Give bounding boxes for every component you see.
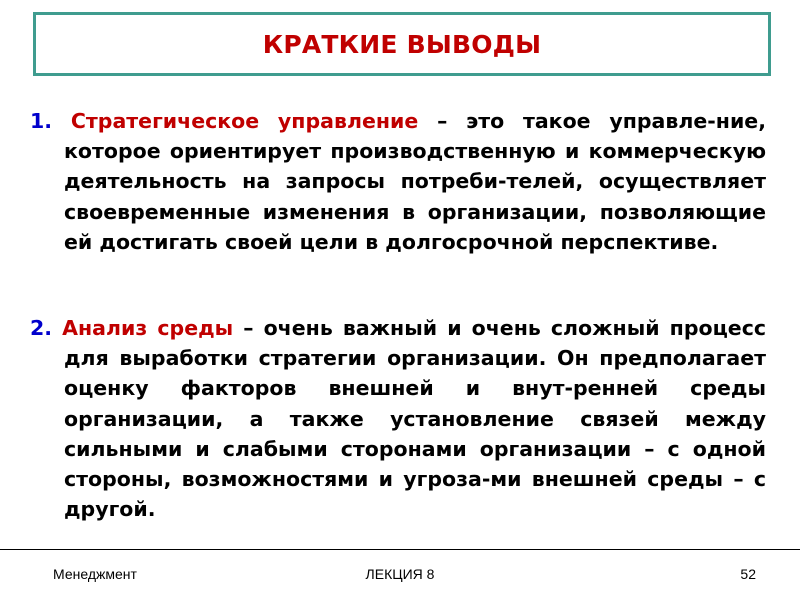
point-text: – это такое управле-ние, которое ориентирует производственную и коммерческую деятельность на запросы потреби-телей, осуществляет своевременные изменения в организации, позволяющие ей достигать своей цели в долгосрочной перспективе.	[64, 109, 767, 254]
point-term: Стратегическое управление	[70, 109, 419, 133]
conclusion-point-1	[30, 106, 766, 257]
point-number: 2.	[30, 316, 53, 340]
footer-course: Менеджмент	[53, 566, 137, 582]
conclusion-point-2	[30, 313, 766, 524]
point-text: – очень важный и очень сложный процесс для выработки стратегии организации. Он предполагает оценку факторов внешней и внут-ренней среды организации, а также установление связей между сильными и слабыми сторонами организации – с одной стороны, возможностями и угроза-ми внешней среды – с другой.	[64, 316, 767, 522]
title-box	[33, 12, 771, 76]
point-term: Анализ среды	[62, 316, 234, 340]
footer-page-number: 52	[740, 566, 756, 582]
footer-lecture: ЛЕКЦИЯ 8	[365, 566, 435, 582]
footer-divider	[0, 549, 800, 550]
slide-title: КРАТКИЕ ВЫВОДЫ	[262, 29, 542, 59]
point-number: 1.	[30, 109, 53, 133]
